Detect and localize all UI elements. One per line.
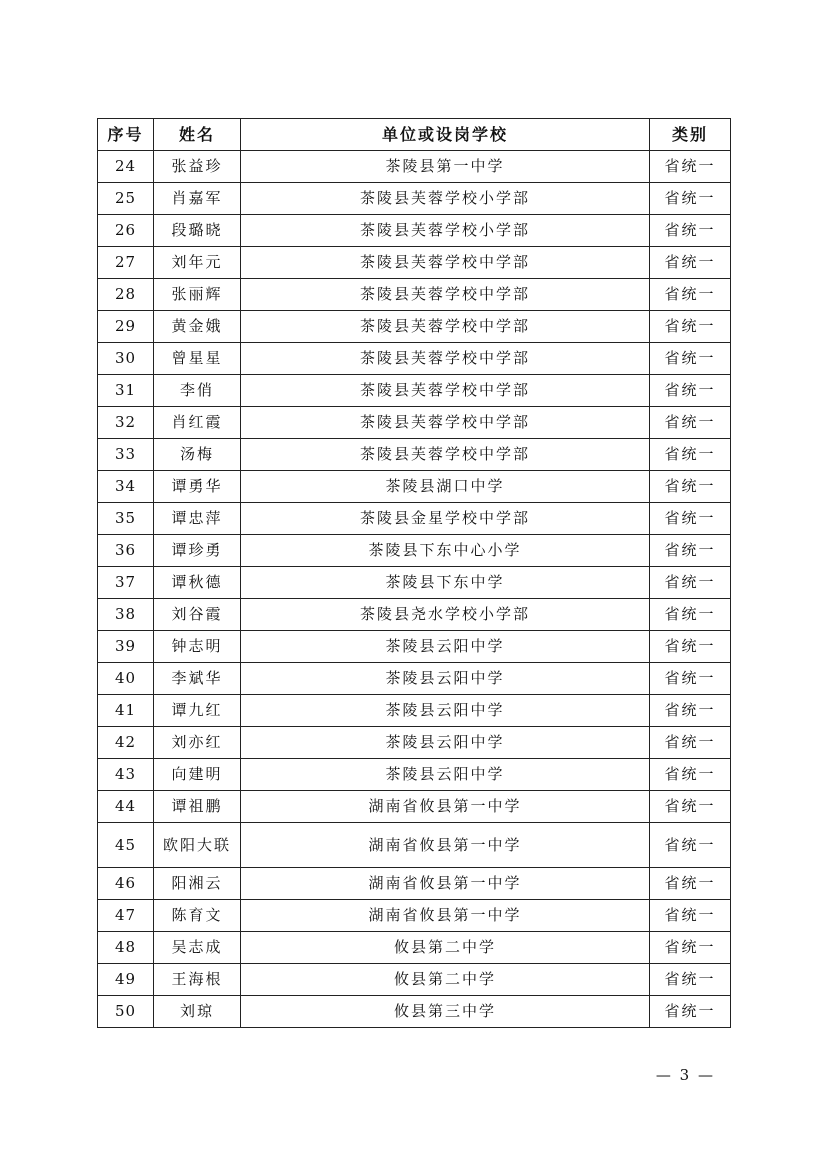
serial-number-cell: 39	[98, 631, 154, 663]
serial-number-cell: 27	[98, 247, 154, 279]
table-row	[98, 567, 731, 599]
serial-number-cell: 34	[98, 471, 154, 503]
name-cell: 段璐晓	[154, 215, 241, 247]
table-row	[98, 407, 731, 439]
category-cell: 省统一	[650, 996, 731, 1028]
serial-number-cell: 41	[98, 695, 154, 727]
name-cell: 李俏	[154, 375, 241, 407]
table-row	[98, 471, 731, 503]
school-cell: 湖南省攸县第一中学	[241, 791, 650, 823]
table-row	[98, 343, 731, 375]
table-row	[98, 599, 731, 631]
table-row	[98, 247, 731, 279]
category-cell: 省统一	[650, 823, 731, 868]
table-row	[98, 868, 731, 900]
school-cell: 茶陵县云阳中学	[241, 759, 650, 791]
category-cell: 省统一	[650, 343, 731, 375]
category-cell: 省统一	[650, 695, 731, 727]
school-cell: 攸县第二中学	[241, 932, 650, 964]
serial-number-cell: 24	[98, 151, 154, 183]
school-cell: 茶陵县芙蓉学校中学部	[241, 279, 650, 311]
school-cell: 茶陵县第一中学	[241, 151, 650, 183]
category-cell: 省统一	[650, 183, 731, 215]
name-cell: 张益珍	[154, 151, 241, 183]
page-number: — 3 —	[655, 1066, 715, 1084]
name-cell: 陈育文	[154, 900, 241, 932]
name-cell: 谭忠萍	[154, 503, 241, 535]
school-cell: 茶陵县芙蓉学校小学部	[241, 183, 650, 215]
school-cell: 茶陵县芙蓉学校小学部	[241, 215, 650, 247]
table-row	[98, 695, 731, 727]
category-cell: 省统一	[650, 932, 731, 964]
header-serial-number: 序号	[98, 119, 154, 151]
school-cell: 茶陵县芙蓉学校中学部	[241, 343, 650, 375]
school-cell: 茶陵县下东中心小学	[241, 535, 650, 567]
school-cell: 茶陵县云阳中学	[241, 727, 650, 759]
table-row	[98, 663, 731, 695]
category-cell: 省统一	[650, 407, 731, 439]
school-cell: 茶陵县芙蓉学校中学部	[241, 247, 650, 279]
name-cell: 谭祖鹏	[154, 791, 241, 823]
name-cell: 谭珍勇	[154, 535, 241, 567]
name-cell: 阳湘云	[154, 868, 241, 900]
school-cell: 茶陵县金星学校中学部	[241, 503, 650, 535]
teacher-roster-table	[97, 118, 731, 1028]
category-cell: 省统一	[650, 759, 731, 791]
school-cell: 茶陵县芙蓉学校中学部	[241, 407, 650, 439]
name-cell: 王海根	[154, 964, 241, 996]
table-row	[98, 311, 731, 343]
table-row	[98, 183, 731, 215]
serial-number-cell: 32	[98, 407, 154, 439]
serial-number-cell: 44	[98, 791, 154, 823]
serial-number-cell: 25	[98, 183, 154, 215]
table-row	[98, 759, 731, 791]
table-row	[98, 823, 731, 868]
name-cell: 刘琼	[154, 996, 241, 1028]
category-cell: 省统一	[650, 439, 731, 471]
category-cell: 省统一	[650, 247, 731, 279]
name-cell: 刘亦红	[154, 727, 241, 759]
category-cell: 省统一	[650, 900, 731, 932]
category-cell: 省统一	[650, 535, 731, 567]
category-cell: 省统一	[650, 663, 731, 695]
name-cell: 吴志成	[154, 932, 241, 964]
serial-number-cell: 48	[98, 932, 154, 964]
serial-number-cell: 40	[98, 663, 154, 695]
school-cell: 茶陵县下东中学	[241, 567, 650, 599]
category-cell: 省统一	[650, 503, 731, 535]
school-cell: 茶陵县云阳中学	[241, 631, 650, 663]
school-cell: 茶陵县芙蓉学校中学部	[241, 375, 650, 407]
serial-number-cell: 38	[98, 599, 154, 631]
school-cell: 攸县第三中学	[241, 996, 650, 1028]
serial-number-cell: 28	[98, 279, 154, 311]
school-cell: 茶陵县云阳中学	[241, 663, 650, 695]
category-cell: 省统一	[650, 215, 731, 247]
table-row	[98, 439, 731, 471]
name-cell: 刘年元	[154, 247, 241, 279]
header-school: 单位或设岗学校	[241, 119, 650, 151]
table-row	[98, 503, 731, 535]
category-cell: 省统一	[650, 791, 731, 823]
school-cell: 茶陵县尧水学校小学部	[241, 599, 650, 631]
serial-number-cell: 46	[98, 868, 154, 900]
serial-number-cell: 36	[98, 535, 154, 567]
table-header-row	[98, 119, 731, 151]
table-row	[98, 932, 731, 964]
category-cell: 省统一	[650, 279, 731, 311]
name-cell: 李斌华	[154, 663, 241, 695]
school-cell: 攸县第二中学	[241, 964, 650, 996]
school-cell: 湖南省攸县第一中学	[241, 868, 650, 900]
name-cell: 向建明	[154, 759, 241, 791]
name-cell: 钟志明	[154, 631, 241, 663]
table-row	[98, 279, 731, 311]
serial-number-cell: 43	[98, 759, 154, 791]
school-cell: 湖南省攸县第一中学	[241, 900, 650, 932]
category-cell: 省统一	[650, 311, 731, 343]
serial-number-cell: 50	[98, 996, 154, 1028]
name-cell: 黄金娥	[154, 311, 241, 343]
name-cell: 谭九红	[154, 695, 241, 727]
name-cell: 肖红霞	[154, 407, 241, 439]
table-body	[98, 151, 731, 1028]
serial-number-cell: 31	[98, 375, 154, 407]
serial-number-cell: 45	[98, 823, 154, 868]
table-row	[98, 631, 731, 663]
category-cell: 省统一	[650, 631, 731, 663]
header-name: 姓名	[154, 119, 241, 151]
serial-number-cell: 26	[98, 215, 154, 247]
table-row	[98, 375, 731, 407]
serial-number-cell: 49	[98, 964, 154, 996]
name-cell: 曾星星	[154, 343, 241, 375]
name-cell: 谭勇华	[154, 471, 241, 503]
category-cell: 省统一	[650, 567, 731, 599]
school-cell: 湖南省攸县第一中学	[241, 823, 650, 868]
table-row	[98, 727, 731, 759]
table-row	[98, 900, 731, 932]
table-row	[98, 996, 731, 1028]
name-cell: 张丽辉	[154, 279, 241, 311]
school-cell: 茶陵县湖口中学	[241, 471, 650, 503]
serial-number-cell: 47	[98, 900, 154, 932]
table-row	[98, 535, 731, 567]
name-cell: 欧阳大联	[154, 823, 241, 868]
category-cell: 省统一	[650, 727, 731, 759]
category-cell: 省统一	[650, 868, 731, 900]
serial-number-cell: 33	[98, 439, 154, 471]
category-cell: 省统一	[650, 151, 731, 183]
table-row	[98, 151, 731, 183]
category-cell: 省统一	[650, 964, 731, 996]
table-row	[98, 791, 731, 823]
name-cell: 汤梅	[154, 439, 241, 471]
serial-number-cell: 42	[98, 727, 154, 759]
school-cell: 茶陵县芙蓉学校中学部	[241, 439, 650, 471]
serial-number-cell: 29	[98, 311, 154, 343]
serial-number-cell: 30	[98, 343, 154, 375]
name-cell: 刘谷霞	[154, 599, 241, 631]
table-row	[98, 964, 731, 996]
name-cell: 谭秋德	[154, 567, 241, 599]
category-cell: 省统一	[650, 471, 731, 503]
name-cell: 肖嘉军	[154, 183, 241, 215]
school-cell: 茶陵县芙蓉学校中学部	[241, 311, 650, 343]
serial-number-cell: 35	[98, 503, 154, 535]
category-cell: 省统一	[650, 375, 731, 407]
serial-number-cell: 37	[98, 567, 154, 599]
header-category: 类别	[650, 119, 731, 151]
category-cell: 省统一	[650, 599, 731, 631]
table-row	[98, 215, 731, 247]
school-cell: 茶陵县云阳中学	[241, 695, 650, 727]
